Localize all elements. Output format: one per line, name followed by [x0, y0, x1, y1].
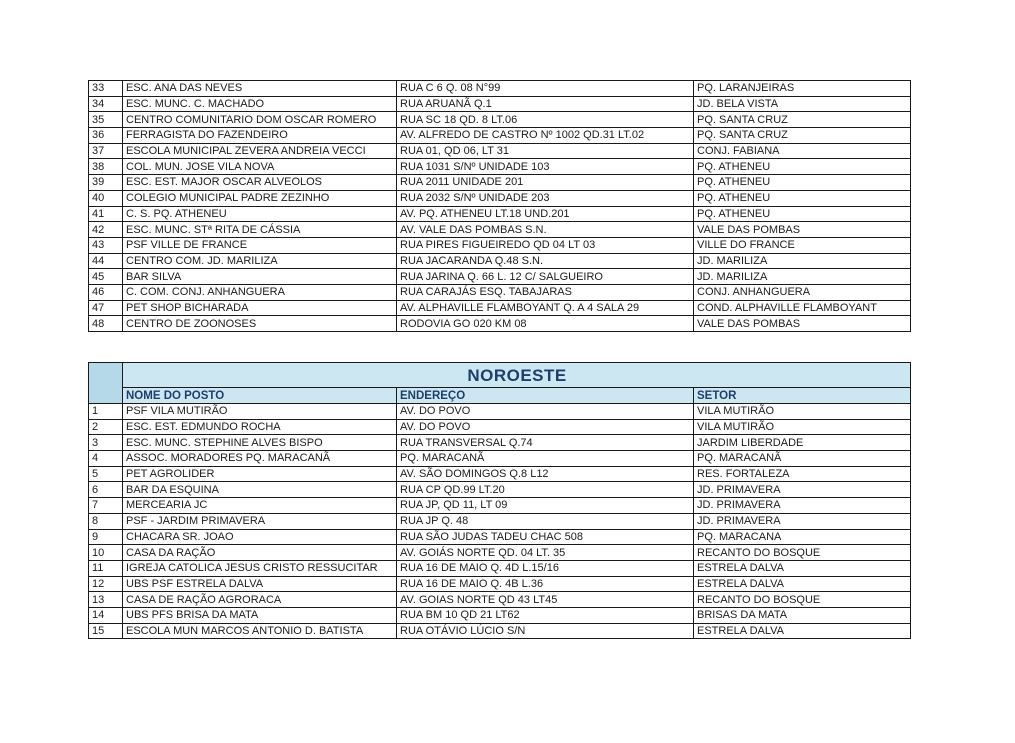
name-cell: C. S. PQ. ATHENEU: [123, 206, 397, 222]
address-cell: RUA 2011 UNIDADE 201: [397, 175, 694, 191]
row-number-cell: 35: [89, 112, 123, 128]
sector-cell: PQ. LARANJEIRAS: [694, 81, 911, 97]
sector-cell: BRISAS DA MATA: [694, 607, 911, 623]
name-cell: MERCEARIA JC: [123, 498, 397, 514]
address-cell: PQ. MARACANÃ: [397, 451, 694, 467]
row-number-cell: 42: [89, 222, 123, 238]
name-cell: ESC. MUNC. STEPHINE ALVES BISPO: [123, 435, 397, 451]
sector-cell: ESTRELA DALVA: [694, 560, 911, 576]
address-cell: AV. ALFREDO DE CASTRO Nº 1002 QD.31 LT.02: [397, 128, 694, 144]
table-row: [89, 284, 911, 300]
table-row: [89, 404, 911, 420]
address-cell: AV. SÃO DOMINGOS Q.8 L12: [397, 466, 694, 482]
address-cell: RUA 2032 S/Nº UNIDADE 203: [397, 190, 694, 206]
sector-cell: JD. BELA VISTA: [694, 96, 911, 112]
sector-cell: PQ. ATHENEU: [694, 159, 911, 175]
table-row: [89, 269, 911, 285]
table-row: [89, 592, 911, 608]
sector-cell: ESTRELA DALVA: [694, 623, 911, 639]
column-header-sector: SETOR: [694, 388, 911, 404]
row-number-cell: 7: [89, 498, 123, 514]
address-cell: AV. ALPHAVILLE FLAMBOYANT Q. A 4 SALA 29: [397, 300, 694, 316]
sector-cell: JD. PRIMAVERA: [694, 482, 911, 498]
sector-cell: ESTRELA DALVA: [694, 576, 911, 592]
row-number-cell: 5: [89, 466, 123, 482]
name-cell: COLEGIO MUNICIPAL PADRE ZEZINHO: [123, 190, 397, 206]
address-cell: RUA TRANSVERSAL Q.74: [397, 435, 694, 451]
name-cell: PSF - JARDIM PRIMAVERA: [123, 513, 397, 529]
address-cell: AV. DO POVO: [397, 404, 694, 420]
table-row: [89, 451, 911, 467]
sector-cell: PQ. MARACANA: [694, 529, 911, 545]
sector-cell: COND. ALPHAVILLE FLAMBOYANT: [694, 300, 911, 316]
name-cell: ESCOLA MUNICIPAL ZEVERA ANDREIA VECCI: [123, 143, 397, 159]
address-cell: RUA C 6 Q. 08 N°99: [397, 81, 694, 97]
table-row: [89, 96, 911, 112]
address-cell: RUA 01, QD 06, LT 31: [397, 143, 694, 159]
region-title-row: [89, 363, 911, 388]
column-header-row: [89, 388, 911, 404]
address-cell: RUA OTÁVIO LÚCIO S/N: [397, 623, 694, 639]
table-row: [89, 128, 911, 144]
name-cell: PET SHOP BICHARADA: [123, 300, 397, 316]
row-number-cell: 1: [89, 404, 123, 420]
table-row: [89, 143, 911, 159]
address-cell: AV. PQ. ATHENEU LT.18 UND.201: [397, 206, 694, 222]
name-cell: CASA DA RAÇÃO: [123, 545, 397, 561]
row-number-cell: 10: [89, 545, 123, 561]
sector-cell: RECANTO DO BOSQUE: [694, 545, 911, 561]
region-title: NOROESTE: [123, 363, 911, 388]
row-number-cell: 37: [89, 143, 123, 159]
row-number-cell: 46: [89, 284, 123, 300]
name-cell: PSF VILA MUTIRÃO: [123, 404, 397, 420]
address-cell: RUA ARUANÃ Q.1: [397, 96, 694, 112]
table-row: [89, 623, 911, 639]
sector-cell: RECANTO DO BOSQUE: [694, 592, 911, 608]
sector-cell: VALE DAS POMBAS: [694, 222, 911, 238]
row-number-cell: 40: [89, 190, 123, 206]
table-row: [89, 419, 911, 435]
row-number-cell: 6: [89, 482, 123, 498]
row-number-cell: 45: [89, 269, 123, 285]
address-cell: RUA PIRES FIGUEIREDO QD 04 LT 03: [397, 237, 694, 253]
address-cell: AV. GOIÁS NORTE QD. 04 LT. 35: [397, 545, 694, 561]
sector-cell: JD. MARILIZA: [694, 253, 911, 269]
row-number-cell: 3: [89, 435, 123, 451]
corner-cell: [89, 363, 123, 404]
table-row: [89, 175, 911, 191]
sector-cell: RES. FORTALEZA: [694, 466, 911, 482]
sector-cell: VILA MUTIRÃO: [694, 419, 911, 435]
table-row: [89, 112, 911, 128]
name-cell: IGREJA CATOLICA JESUS CRISTO RESSUCITAR: [123, 560, 397, 576]
sector-cell: PQ. ATHENEU: [694, 190, 911, 206]
row-number-cell: 13: [89, 592, 123, 608]
name-cell: ESCOLA MUN MARCOS ANTONIO D. BATISTA: [123, 623, 397, 639]
sector-cell: PQ. ATHENEU: [694, 206, 911, 222]
sector-cell: PQ. SANTA CRUZ: [694, 112, 911, 128]
address-cell: RUA 16 DE MAIO Q. 4D L.15/16: [397, 560, 694, 576]
sector-cell: JD. PRIMAVERA: [694, 498, 911, 514]
table-row: [89, 81, 911, 97]
name-cell: CENTRO COM. JD. MARILIZA: [123, 253, 397, 269]
sector-cell: JD. MARILIZA: [694, 269, 911, 285]
column-header-address: ENDEREÇO: [397, 388, 694, 404]
name-cell: CHACARA SR. JOAO: [123, 529, 397, 545]
table-row: [89, 513, 911, 529]
column-header-name: NOME DO POSTO: [123, 388, 397, 404]
name-cell: PET AGROLIDER: [123, 466, 397, 482]
name-cell: ESC. EST. EDMUNDO ROCHA: [123, 419, 397, 435]
address-cell: RUA JP Q. 48: [397, 513, 694, 529]
name-cell: COL. MUN. JOSE VILA NOVA: [123, 159, 397, 175]
table-row: [89, 253, 911, 269]
table-row: [89, 222, 911, 238]
table-row: [89, 300, 911, 316]
row-number-cell: 33: [89, 81, 123, 97]
name-cell: UBS PFS BRISA DA MATA: [123, 607, 397, 623]
name-cell: ESC. MUNC. C. MACHADO: [123, 96, 397, 112]
address-cell: RODOVIA GO 020 KM 08: [397, 316, 694, 332]
address-cell: RUA 1031 S/Nº UNIDADE 103: [397, 159, 694, 175]
address-cell: RUA SÃO JUDAS TADEU CHAC 508: [397, 529, 694, 545]
sector-cell: VILLE DO FRANCE: [694, 237, 911, 253]
name-cell: PSF VILLE DE FRANCE: [123, 237, 397, 253]
name-cell: ESC. EST. MAJOR OSCAR ALVEOLOS: [123, 175, 397, 191]
row-number-cell: 41: [89, 206, 123, 222]
address-cell: AV. GOIAS NORTE QD 43 LT45: [397, 592, 694, 608]
name-cell: UBS PSF ESTRELA DALVA: [123, 576, 397, 592]
row-number-cell: 9: [89, 529, 123, 545]
row-number-cell: 4: [89, 451, 123, 467]
row-number-cell: 38: [89, 159, 123, 175]
sector-cell: JD. PRIMAVERA: [694, 513, 911, 529]
name-cell: CASA DE RAÇÃO AGRORACA: [123, 592, 397, 608]
row-number-cell: 47: [89, 300, 123, 316]
table-row: [89, 529, 911, 545]
name-cell: CENTRO DE ZOONOSES: [123, 316, 397, 332]
table-row: [89, 482, 911, 498]
address-cell: RUA CP QD.99 LT.20: [397, 482, 694, 498]
name-cell: ASSOC. MORADORES PQ. MARACANÃ: [123, 451, 397, 467]
sector-cell: PQ. SANTA CRUZ: [694, 128, 911, 144]
row-number-cell: 44: [89, 253, 123, 269]
table-row: [89, 607, 911, 623]
name-cell: CENTRO COMUNITARIO DOM OSCAR ROMERO: [123, 112, 397, 128]
table-row: [89, 545, 911, 561]
row-number-cell: 8: [89, 513, 123, 529]
name-cell: FERRAGISTA DO FAZENDEIRO: [123, 128, 397, 144]
table-row: [89, 498, 911, 514]
name-cell: BAR SILVA: [123, 269, 397, 285]
sector-cell: VILA MUTIRÃO: [694, 404, 911, 420]
address-cell: RUA JARINA Q. 66 L. 12 C/ SALGUEIRO: [397, 269, 694, 285]
row-number-cell: 43: [89, 237, 123, 253]
table-row: [89, 190, 911, 206]
table-row: [89, 435, 911, 451]
address-cell: RUA 16 DE MAIO Q. 4B L.36: [397, 576, 694, 592]
table-row: [89, 560, 911, 576]
name-cell: C. COM. CONJ. ANHANGUERA: [123, 284, 397, 300]
row-number-cell: 34: [89, 96, 123, 112]
row-number-cell: 12: [89, 576, 123, 592]
table-row: [89, 576, 911, 592]
row-number-cell: 36: [89, 128, 123, 144]
table-row: [89, 159, 911, 175]
address-cell: AV. DO POVO: [397, 419, 694, 435]
table-row: [89, 466, 911, 482]
sector-cell: PQ. ATHENEU: [694, 175, 911, 191]
address-cell: AV. VALE DAS POMBAS S.N.: [397, 222, 694, 238]
row-number-cell: 39: [89, 175, 123, 191]
sector-cell: JARDIM LIBERDADE: [694, 435, 911, 451]
address-cell: RUA JP, QD 11, LT 09: [397, 498, 694, 514]
name-cell: BAR DA ESQUINA: [123, 482, 397, 498]
sector-cell: VALE DAS POMBAS: [694, 316, 911, 332]
sector-cell: PQ. MARACANÃ: [694, 451, 911, 467]
row-number-cell: 11: [89, 560, 123, 576]
address-cell: RUA JACARANDA Q.48 S.N.: [397, 253, 694, 269]
row-number-cell: 48: [89, 316, 123, 332]
table-row: [89, 316, 911, 332]
sector-cell: CONJ. ANHANGUERA: [694, 284, 911, 300]
noroeste-table: [88, 362, 911, 639]
address-cell: RUA SC 18 QD. 8 LT.06: [397, 112, 694, 128]
address-cell: RUA CARAJÁS ESQ. TABAJARAS: [397, 284, 694, 300]
name-cell: ESC. MUNC. STª RITA DE CÁSSIA: [123, 222, 397, 238]
row-number-cell: 15: [89, 623, 123, 639]
row-number-cell: 14: [89, 607, 123, 623]
sector-cell: CONJ. FABIANA: [694, 143, 911, 159]
row-number-cell: 2: [89, 419, 123, 435]
address-cell: RUA BM 10 QD 21 LT62: [397, 607, 694, 623]
table-row: [89, 206, 911, 222]
posts-table-continued: [88, 80, 911, 332]
table-row: [89, 237, 911, 253]
name-cell: ESC. ANA DAS NEVES: [123, 81, 397, 97]
